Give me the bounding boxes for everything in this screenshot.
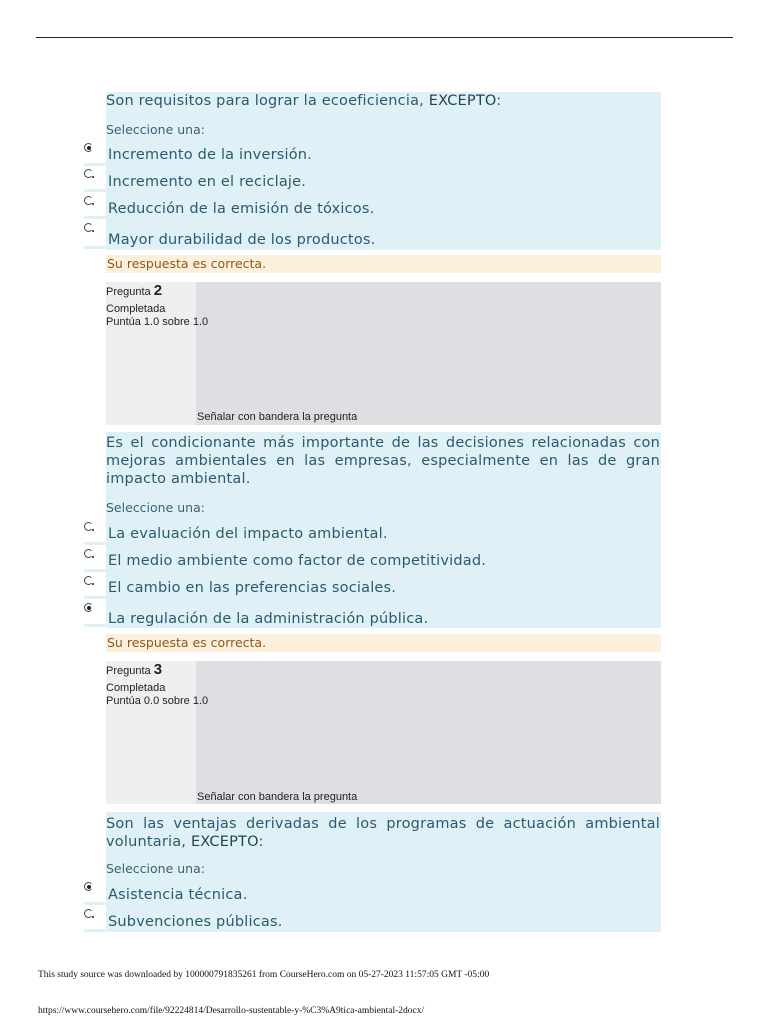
radio-dot-icon <box>87 146 91 150</box>
question-status: Completada <box>106 303 166 315</box>
option-label[interactable]: La regulación de la administración pública. <box>108 611 429 627</box>
radio-tick-icon <box>92 583 94 585</box>
radio-tick-icon <box>92 529 94 531</box>
select-one-label: Seleccione una: <box>106 861 205 876</box>
question-2-text: Es el condicionante más importante de las decisiones relacionadas con mejoras ambientales en las empresas, especialmente en las de gran impacto ambiental. <box>106 435 660 487</box>
question-2-block <box>106 432 661 628</box>
download-source-note: This study source was downloaded by 100000791835261 from CourseHero.com on 05-27-2023 11:57:05 GMT -05:00 <box>38 970 490 980</box>
radio-unselected[interactable] <box>84 908 96 922</box>
radio-unselected[interactable] <box>84 168 96 182</box>
radio-unselected[interactable] <box>84 548 96 562</box>
radio-selected[interactable] <box>84 881 96 895</box>
select-one-label: Seleccione una: <box>106 122 205 137</box>
radio-tick-icon <box>92 203 94 205</box>
radio-unselected[interactable] <box>84 575 96 589</box>
radio-tick-icon <box>92 230 94 232</box>
question-status: Completada <box>106 682 166 694</box>
question-3-block <box>106 812 661 932</box>
top-rule <box>36 37 733 38</box>
question-1-text: Son requisitos para lograr la ecoeficiencia, EXCEPTO: <box>106 93 502 109</box>
flag-question-link[interactable]: Señalar con bandera la pregunta <box>197 411 358 423</box>
radio-underline <box>84 596 106 599</box>
radio-dot-icon <box>87 606 91 610</box>
radio-underline <box>84 902 106 905</box>
option-label[interactable]: Incremento de la inversión. <box>108 147 312 163</box>
question-number: Pregunta 2 <box>106 282 163 299</box>
question-3-text: Son las ventajas derivadas de los programas de actuación ambiental voluntaria, EXCEPTO: <box>106 816 660 850</box>
radio-underline <box>84 216 106 219</box>
radio-tick-icon <box>92 916 94 918</box>
radio-underline <box>84 624 106 627</box>
option-label[interactable]: Asistencia técnica. <box>108 887 248 903</box>
radio-tick-icon <box>92 556 94 558</box>
question-1-block <box>106 92 661 250</box>
option-label[interactable]: La evaluación del impacto ambiental. <box>108 526 388 542</box>
option-label[interactable]: Incremento en el reciclaje. <box>108 174 307 190</box>
question-score: Puntúa 0.0 sobre 1.0 <box>106 695 209 707</box>
option-label[interactable]: El cambio en las preferencias sociales. <box>108 580 397 596</box>
radio-tick-icon <box>92 176 94 178</box>
radio-underline <box>84 929 106 932</box>
radio-unselected[interactable] <box>84 222 96 236</box>
feedback-correct: Su respuesta es correcta. <box>106 634 661 652</box>
radio-underline <box>84 189 106 192</box>
radio-unselected[interactable] <box>84 195 96 209</box>
source-url[interactable]: https://www.coursehero.com/file/92224814/Desarrollo-sustentable-y-%C3%A9tica-ambiental-2docx/ <box>38 1006 425 1016</box>
question-2-info <box>106 282 661 425</box>
radio-selected[interactable] <box>84 142 96 156</box>
feedback-correct: Su respuesta es correcta. <box>106 255 661 273</box>
option-label[interactable]: Reducción de la emisión de tóxicos. <box>108 201 375 217</box>
flag-question-link[interactable]: Señalar con bandera la pregunta <box>197 791 358 803</box>
radio-underline <box>84 163 106 166</box>
question-number: Pregunta 3 <box>106 661 163 678</box>
option-label[interactable]: Subvenciones públicas. <box>108 914 283 930</box>
option-label[interactable]: Mayor durabilidad de los productos. <box>108 232 376 248</box>
option-label[interactable]: El medio ambiente como factor de competitividad. <box>108 553 487 569</box>
radio-underline <box>84 542 106 545</box>
radio-unselected[interactable] <box>84 521 96 535</box>
select-one-label: Seleccione una: <box>106 500 205 515</box>
radio-underline <box>84 569 106 572</box>
question-score: Puntúa 1.0 sobre 1.0 <box>106 316 209 328</box>
radio-selected[interactable] <box>84 602 96 616</box>
radio-dot-icon <box>87 885 91 889</box>
question-3-info <box>106 661 661 804</box>
radio-underline <box>84 246 106 249</box>
